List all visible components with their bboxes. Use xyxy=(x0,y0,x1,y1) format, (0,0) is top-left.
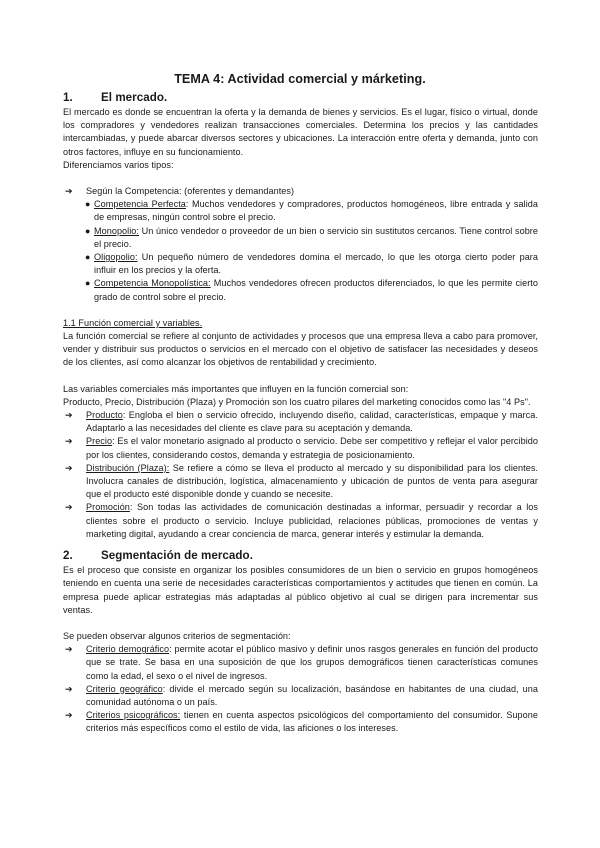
variable-item xyxy=(63,501,538,541)
market-type-desc: Un pequeño número de vendedores domina el mercado, lo que les otorga cierto poder para influir en los precios y la oferta. xyxy=(94,252,538,276)
variable-name: Precio xyxy=(86,436,113,447)
criterion-name: Criterio geográfico xyxy=(86,683,163,694)
market-type-name: Competencia Perfecta xyxy=(94,199,186,210)
variable-name: Distribución (Plaza): xyxy=(86,462,170,473)
subsection-1-1-p3: Producto, Precio, Distribución (Plaza) y Promoción son los cuatro pilares del marketing conocidos como las "4 Ps". xyxy=(63,396,531,407)
criterion-name: Criterios psicográficos: xyxy=(86,710,181,721)
section-2-heading xyxy=(63,549,538,563)
section-1-intro: El mercado es donde se encuentran la oferta y la demanda de bienes y servicios. Es el lugar, físico o virtual, donde los compradores y vendedores realizan transacciones comerciales. Determina los precios y las cantidades intercambiadas, y puede abarcar diversos sectores y ubicaciones. La interacción entre oferta y demanda, junto con otros factores, influye en su funcionamiento. xyxy=(63,107,538,157)
subsection-1-1-p2: Las variables comerciales más importantes que influyen en la función comercial son: xyxy=(63,383,409,394)
competition-list-item xyxy=(63,185,538,198)
section-2-intro: Es el proceso que consiste en organizar los posibles consumidores de un bien o servicio en grupos homogéneos teniendo en cuenta una serie de necesidades características comportamientos y actitudes que tienen en común. La empresa puede aplicar estrategias más adaptadas al público objetivo al cual se dirigen para incrementar sus ventas. xyxy=(63,565,538,615)
variable-item xyxy=(63,462,538,502)
variable-desc: : Engloba el bien o servicio ofrecido, incluyendo diseño, calidad, características, empaque y marca. Adaptarlo a las necesidades del cliente es clave para su aceptación y demanda. xyxy=(86,410,538,434)
variable-desc: : Son todas las actividades de comunicación destinadas a informar, persuadir y recordar a los clientes sobre el producto o servicio. Incluye publicidad, relaciones públicas, promociones de ventas y marketing digital, ayudando a crear conciencia de marca, generar interés y estimular la demanda. xyxy=(86,502,538,539)
section-1-heading xyxy=(63,91,538,105)
market-type-item xyxy=(63,251,538,277)
section-number: 2. xyxy=(63,549,73,563)
arrow-bullet-icon: ➔ xyxy=(65,502,73,513)
spacer xyxy=(63,541,538,549)
market-type-item xyxy=(63,225,538,251)
market-type-name: Monopolio: xyxy=(94,225,139,236)
variable-desc: : Es el valor monetario asignado al producto o servicio. Debe ser competitivo y reflejar el valor percibido por los clientes, considerando costos, demanda y estrategia de posicionamiento. xyxy=(86,436,538,460)
criterion-item xyxy=(63,643,538,683)
section-number: 1. xyxy=(63,91,73,104)
section-title: Segmentación de mercado. xyxy=(101,549,253,563)
arrow-bullet-icon: ➔ xyxy=(65,644,73,655)
criterion-item xyxy=(63,683,538,709)
arrow-bullet-icon: ➔ xyxy=(65,683,73,694)
criterion-item xyxy=(63,709,538,735)
variable-name: Producto xyxy=(86,410,123,421)
criterion-desc: tienen en cuenta aspectos psicológicos del comportamiento del consumidor. Supone criterios más específicos como el estilo de vida, las aficiones o los intereses. xyxy=(86,710,538,734)
criterion-desc: : divide el mercado según su localización, basándose en habitantes de una ciudad, una comunidad autónoma o un país. xyxy=(86,683,539,707)
types-label: Diferenciamos varios tipos: xyxy=(63,159,174,170)
bullet-dot-icon: ● xyxy=(85,199,91,210)
section-title: El mercado. xyxy=(101,91,168,104)
variable-item xyxy=(63,409,538,435)
bullet-dot-icon: ● xyxy=(85,225,91,236)
arrow-bullet-icon: ➔ xyxy=(65,436,73,447)
criteria-label: Se pueden observar algunos criterios de segmentación: xyxy=(63,630,291,641)
market-type-item xyxy=(63,198,538,224)
spacer xyxy=(63,172,538,185)
market-type-name: Competencia Monopolística: xyxy=(94,278,211,289)
variable-name: Promoción xyxy=(86,502,130,513)
spacer xyxy=(63,617,538,630)
arrow-bullet-icon: ➔ xyxy=(65,710,73,721)
arrow-bullet-icon: ➔ xyxy=(65,186,73,197)
market-type-name: Oligopolio: xyxy=(94,252,138,263)
document-title: TEMA 4: Actividad comercial y márketing. xyxy=(174,72,426,86)
criterion-desc: : permite acotar el público masivo y definir unos rasgos generales en función del producto que se trate. Se basa en una suposición de que los grupos demográficos tienen características comunes como la edad, el sexo o el nivel de ingresos. xyxy=(86,644,538,681)
market-type-desc: Un único vendedor o proveedor de un bien o servicio sin sustitutos cercanos. Tiene control sobre el precio. xyxy=(94,225,538,249)
market-type-desc: Muchos vendedores ofrecen productos diferenciados, lo que les permite cierto grado de control sobre el precio. xyxy=(94,278,538,302)
document-body xyxy=(63,91,538,736)
arrow-bullet-icon: ➔ xyxy=(65,410,73,421)
market-type-desc: : Muchos vendedores y compradores, productos homogéneos, libre entrada y salida de empresas, ningún control sobre el precio. xyxy=(94,199,538,223)
market-type-item xyxy=(63,277,538,303)
arrow-bullet-icon: ➔ xyxy=(65,462,73,473)
bullet-dot-icon: ● xyxy=(85,278,91,289)
spacer xyxy=(63,370,538,383)
criterion-name: Criterio demográfico xyxy=(86,644,170,655)
spacer xyxy=(63,304,538,317)
subsection-1-1-heading: 1.1 Función comercial y variables. xyxy=(63,317,203,328)
bullet-dot-icon: ● xyxy=(85,252,91,263)
subsection-1-1-p1: La función comercial se refiere al conjunto de actividades y procesos que una empresa lleva a cabo para promover, vender y distribuir sus productos o servicios en el mercado con el objetivo de satisfacer las necesidades y deseos de los clientes, así como alcanzar los objetivos de rentabilidad y crecimiento. xyxy=(63,331,538,368)
variable-item xyxy=(63,435,538,461)
variable-desc: Se refiere a cómo se lleva el producto al mercado y su disponibilidad para los clientes. Involucra canales de distribución, logística, almacenamiento y ubicación de puntos de venta para asegurar que el producto esté disponible donde y cuando se necesite. xyxy=(86,462,538,500)
competition-label: Según la Competencia: (oferentes y demandantes) xyxy=(86,186,295,197)
